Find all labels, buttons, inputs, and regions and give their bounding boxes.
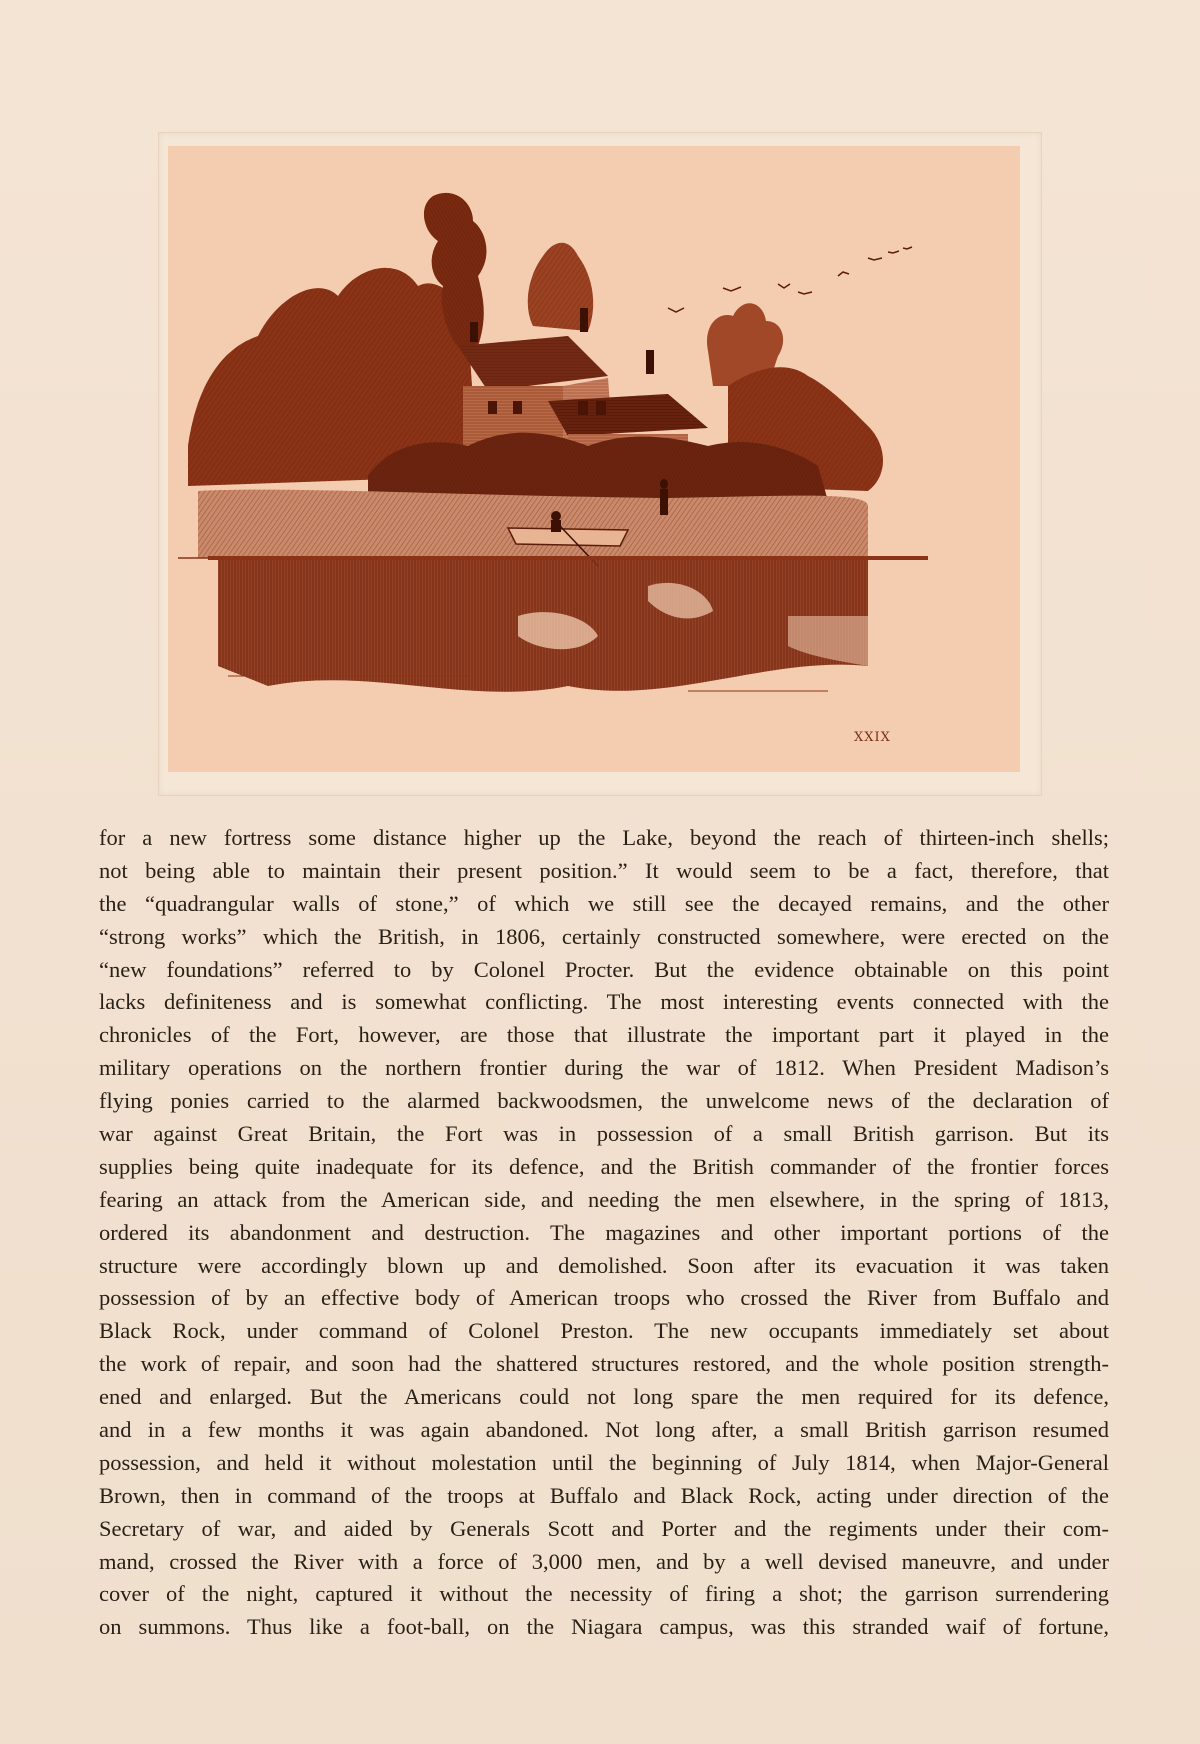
text-line: and in a few months it was again abandoned. Not long after, a small British garrison resumed [99,1417,1109,1443]
text-line: ened and enlarged. But the Americans could not long spare the men required for its defence, [99,1384,1109,1410]
text-line: military operations on the northern frontier during the war of 1812. When President Madison’s [99,1055,1109,1081]
text-line: lacks definiteness and is somewhat conflicting. The most interesting events connected with the [99,989,1109,1015]
text-line: structure were accordingly blown up and demolished. Soon after its evacuation it was taken [99,1252,1109,1278]
plate-number: XXIX [854,730,891,745]
body-text [99,822,1109,1644]
text-line: flying ponies carried to the alarmed backwoodsmen, the unwelcome news of the declaration of [99,1088,1109,1114]
text-line: fearing an attack from the American side, and needing the men elsewhere, in the spring of 1813, [99,1186,1109,1212]
text-line: “new foundations” referred to by Colonel Procter. But the evidence obtainable on this point [99,956,1109,982]
text-line: not being able to maintain their present position.” It would seem to be a fact, therefore, that [99,857,1109,883]
etching-scene [168,146,1020,772]
text-line: supplies being quite inadequate for its defence, and the British commander of the frontier forces [99,1153,1109,1179]
text-line: Black Rock, under command of Colonel Preston. The new occupants immediately set about [99,1318,1109,1344]
text-line: cover of the night, captured it without the necessity of firing a shot; the garrison surrendering [99,1581,1109,1607]
text-line: the work of repair, and soon had the shattered structures restored, and the whole position strength- [99,1351,1109,1377]
text-line: Brown, then in command of the troops at Buffalo and Black Rock, acting under direction of the [99,1482,1109,1508]
standing-figure [660,479,668,515]
text-line: ordered its abandonment and destruction. The magazines and other important portions of the [99,1219,1109,1245]
text-line: chronicles of the Fort, however, are those that illustrate the important part it played in the [99,1022,1109,1048]
text-line: on summons. Thus like a foot-ball, on the Niagara campus, was this stranded waif of fortune, [99,1614,1109,1640]
text-line: “strong works” which the British, in 1806, certainly constructed somewhere, were erected on the [99,923,1109,949]
text-line: Secretary of war, and aided by Generals Scott and Porter and the regiments under their com- [99,1515,1109,1541]
text-line: the “quadrangular walls of stone,” of which we still see the decayed remains, and the other [99,890,1109,916]
text-line: war against Great Britain, the Fort was in possession of a small British garrison. But its [99,1121,1109,1147]
riverbank [198,490,868,558]
text-line: mand, crossed the River with a force of 3,000 men, and by a well devised maneuvre, and under [99,1548,1109,1574]
text-line: possession of by an effective body of American troops who crossed the River from Buffalo and [99,1285,1109,1311]
etching-illustration [168,146,1020,772]
text-line: for a new fortress some distance higher up the Lake, beyond the reach of thirteen-inch shells; [99,825,1109,850]
text-line: possession, and held it without molestation until the beginning of July 1814, when Major-General [99,1449,1109,1475]
